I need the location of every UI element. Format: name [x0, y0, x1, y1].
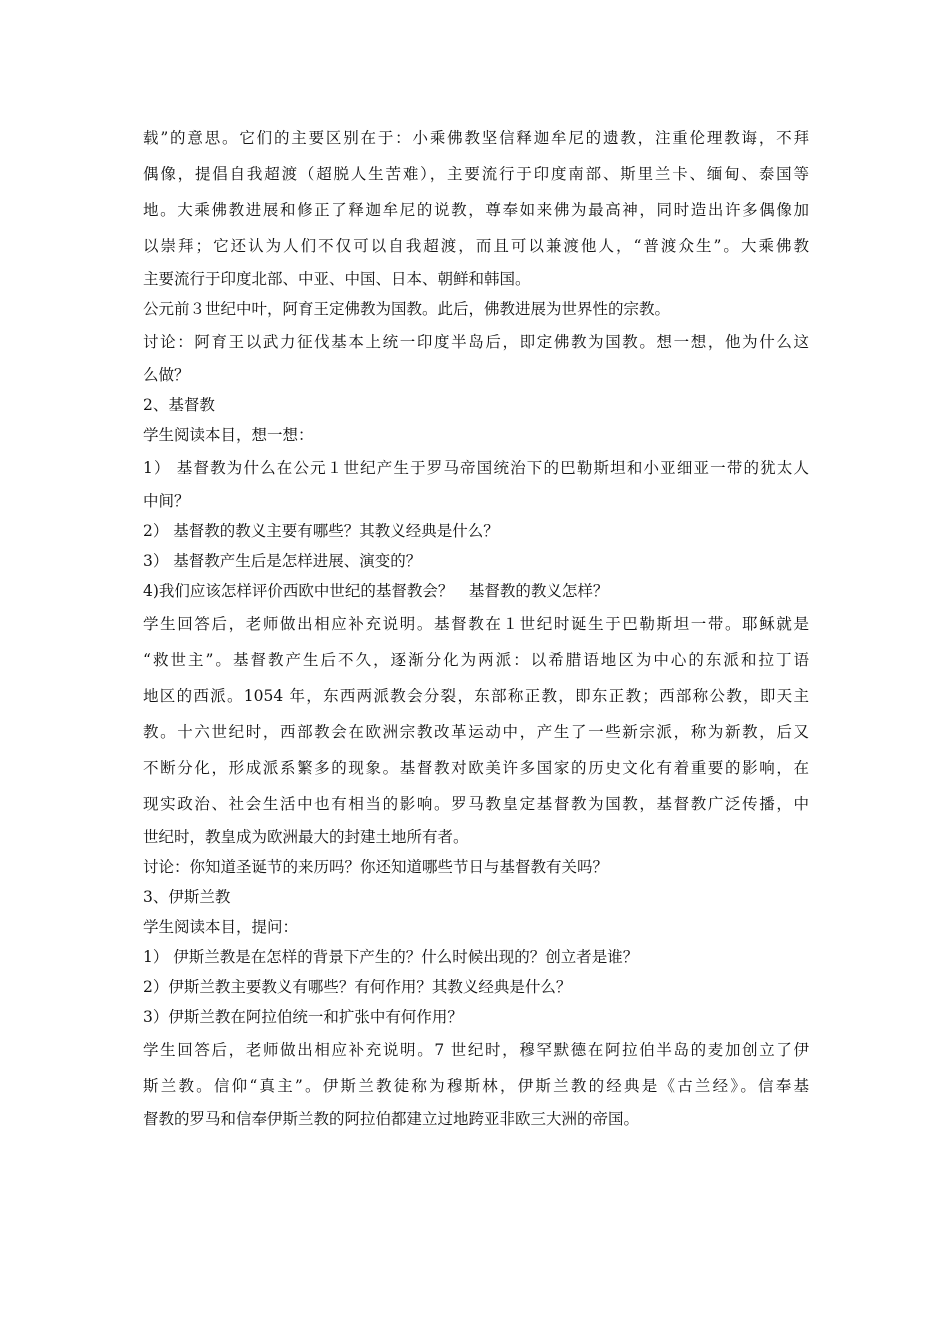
document-body — [143, 120, 809, 1134]
question-item: 3）伊斯兰教在阿拉伯统一和扩张中有何作用？ — [143, 1008, 463, 1026]
discussion-line: 讨论：你知道圣诞节的来历吗？你还知道哪些节日与基督教有关吗？ — [143, 858, 609, 876]
question-item: 1） 伊斯兰教是在怎样的背景下产生的？什么时候出现的？创立者是谁？ — [143, 948, 639, 966]
discussion-line: 讨论：阿育王以武力征伐基本上统一印度半岛后，即定佛教为国教。想一想，他为什么这 — [143, 333, 809, 351]
paragraph-line: 教。十六世纪时，西部教会在欧洲宗教改革运动中，产生了一些新宗派，称为新教，后又 — [143, 723, 809, 741]
paragraph-line: 世纪时，教皇成为欧洲最大的封建土地所有者。 — [143, 828, 469, 846]
question-item: 1） 基督教为什么在公元１世纪产生于罗马帝国统治下的巴勒斯坦和小亚细亚一带的犹太人 — [143, 459, 809, 477]
question-item: 4)我们应该怎样评价西欧中世纪的基督教会？ 基督教的教义怎样？ — [143, 582, 609, 600]
question-item: 2）伊斯兰教主要教义有哪些？有何作用？其教义经典是什么？ — [143, 978, 572, 996]
paragraph-line: 现实政治、社会生活中也有相当的影响。罗马教皇定基督教为国教，基督教广泛传播，中 — [143, 795, 809, 813]
paragraph-line: 不断分化，形成派系繁多的现象。基督教对欧美许多国家的历史文化有着重要的影响，在 — [143, 759, 809, 777]
paragraph-line: 斯兰教。信仰“真主”。伊斯兰教徒称为穆斯林，伊斯兰教的经典是《古兰经》。信奉基 — [143, 1077, 809, 1095]
paragraph-line: 偶像，提倡自我超渡（超脱人生苦难），主要流行于印度南部、斯里兰卡、缅甸、泰国等 — [143, 165, 809, 183]
question-item: 3） 基督教产生后是怎样进展、演变的？ — [143, 552, 422, 570]
instruction-line: 学生阅读本目，提问： — [143, 918, 299, 936]
paragraph-line: “救世主”。基督教产生后不久，逐渐分化为两派：以希腊语地区为中心的东派和拉丁语 — [143, 651, 809, 669]
discussion-line: 么做？ — [143, 366, 190, 384]
paragraph-line: 学生回答后，老师做出相应补充说明。7 世纪时，穆罕默德在阿拉伯半岛的麦加创立了伊 — [143, 1041, 809, 1059]
paragraph-line: 地区的西派。1054 年，东西两派教会分裂，东部称正教，即东正教；西部称公教，即天主 — [143, 687, 809, 705]
paragraph-line: 公元前３世纪中叶，阿育王定佛教为国教。此后，佛教进展为世界性的宗教。 — [143, 300, 671, 318]
paragraph-line: 载”的意思。它们的主要区别在于：小乘佛教坚信释迦牟尼的遗教，注重伦理教诲，不拜 — [143, 129, 809, 147]
paragraph-line: 地。大乘佛教进展和修正了释迦牟尼的说教，尊奉如来佛为最高神，同时造出许多偶像加 — [143, 201, 809, 219]
paragraph-line: 主要流行于印度北部、中亚、中国、日本、朝鲜和韩国。 — [143, 270, 531, 288]
section-heading: 2、基督教 — [143, 396, 215, 414]
instruction-line: 学生阅读本目，想一想： — [143, 426, 314, 444]
paragraph-line: 学生回答后，老师做出相应补充说明。基督教在１世纪时诞生于巴勒斯坦一带。耶稣就是 — [143, 615, 809, 633]
question-item: 中间？ — [143, 492, 190, 510]
section-heading: 3、伊斯兰教 — [143, 888, 231, 906]
paragraph-line: 以崇拜；它还认为人们不仅可以自我超渡，而且可以兼渡他人，“普渡众生”。大乘佛教 — [143, 237, 809, 255]
paragraph-line: 督教的罗马和信奉伊斯兰教的阿拉伯都建立过地跨亚非欧三大洲的帝国。 — [143, 1110, 640, 1128]
question-item: 2） 基督教的教义主要有哪些？其教义经典是什么？ — [143, 522, 499, 540]
